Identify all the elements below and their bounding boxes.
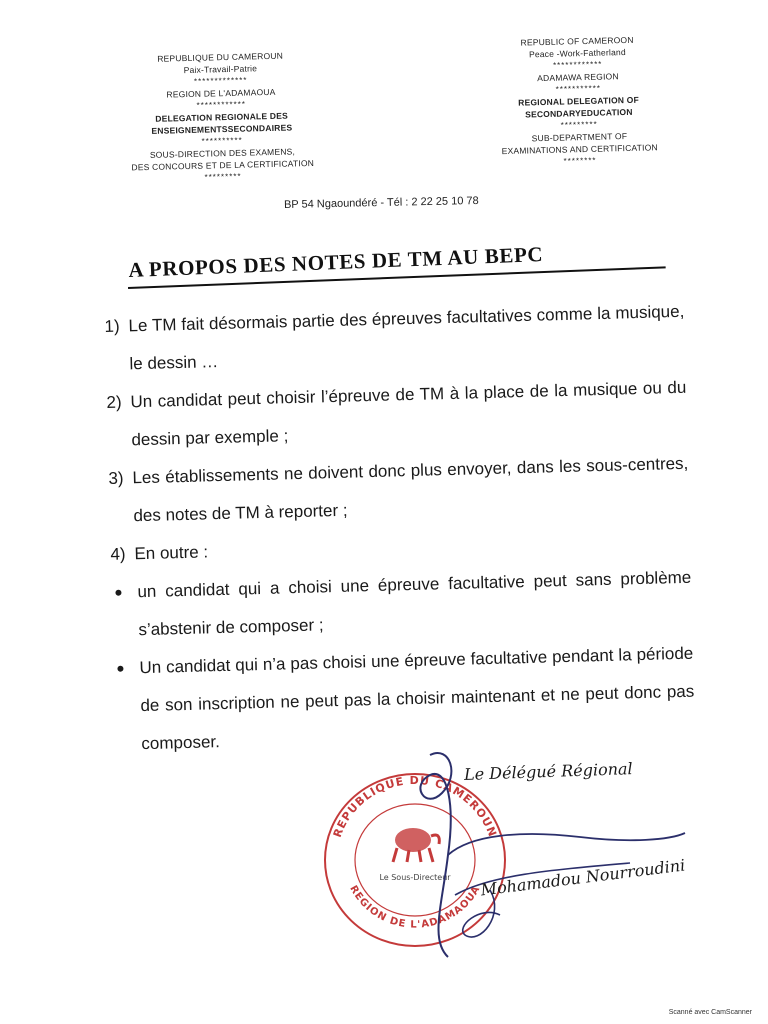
header-left-stars: ********** bbox=[201, 135, 243, 146]
header-right-stars: ********* bbox=[560, 119, 598, 130]
header-left-stars: ************ bbox=[196, 99, 247, 110]
item-number: 1) bbox=[104, 316, 120, 336]
header-right-stars: ******** bbox=[563, 155, 597, 166]
header-left-subdirection: DES CONCOURS ET DE LA CERTIFICATION bbox=[131, 157, 315, 173]
stamp-bottom-text: REGION DE L'ADAMAOUA bbox=[347, 883, 483, 931]
header-right-stars: *********** bbox=[555, 83, 602, 94]
stamp-top-text: REPUBLIQUE DU CAMEROUN bbox=[330, 773, 500, 840]
item-text: Un candidat peut choisir l’épreuve de TM à la place de la musique ou du dessin par exemple ; bbox=[130, 377, 687, 450]
bullet-dot-icon bbox=[115, 590, 121, 596]
item-text: Les établissements ne doivent donc plus envoyer, dans les sous-centres, des notes de TM à reporter ; bbox=[132, 453, 689, 526]
bullet-dot-icon bbox=[117, 666, 123, 672]
header-left-motto: Paix-Travail-Patrie bbox=[183, 63, 258, 76]
header-left-subdirection: SOUS-DIRECTION DES EXAMENS, bbox=[149, 146, 296, 160]
item-text: Le TM fait désormais partie des épreuves facultatives comme la musique, le dessin … bbox=[128, 301, 685, 374]
header-right-subdepartment: EXAMINATIONS AND CERTIFICATION bbox=[501, 142, 658, 157]
header-right-stars: ************ bbox=[552, 59, 603, 70]
header-right-subdepartment: SUB-DEPARTMENT OF bbox=[531, 130, 628, 144]
bullet-text: un candidat qui a choisi une épreuve facultative peut sans problème s’abstenir de composer ; bbox=[137, 567, 692, 640]
header-left-block bbox=[105, 48, 338, 186]
header-left-region: REGION DE L'ADAMAOUA bbox=[166, 86, 276, 100]
header-right-country: REPUBLIC OF CAMEROON bbox=[520, 34, 634, 48]
stamp-center-text: Le Sous-Directeur bbox=[379, 873, 451, 882]
signatory-name: Mohamadou Nourroudini bbox=[479, 855, 687, 900]
item-text: En outre : bbox=[134, 542, 209, 564]
document-body bbox=[104, 293, 696, 764]
scanner-watermark: Scanné avec CamScanner bbox=[668, 1009, 752, 1016]
signatory-title: Le Délégué Régional bbox=[463, 759, 633, 784]
address-line: BP 54 Ngaoundéré - Tél : 2 22 25 10 78 bbox=[283, 194, 479, 212]
header-left-stars: ************* bbox=[193, 75, 248, 86]
header-right-region: ADAMAWA REGION bbox=[537, 71, 619, 84]
item-number: 3) bbox=[108, 468, 124, 488]
header-right-block bbox=[462, 32, 695, 170]
document-title: A PROPOS DES NOTES DE TM AU BEPC bbox=[128, 242, 544, 282]
header-left-stars: ********* bbox=[204, 171, 242, 182]
header-left-delegation: DELEGATION REGIONALE DES bbox=[155, 110, 288, 124]
header-right-motto: Peace -Work-Fatherland bbox=[528, 47, 626, 60]
header-right-delegation: REGIONAL DELEGATION OF bbox=[518, 94, 640, 108]
item-number: 2) bbox=[106, 392, 122, 412]
item-number: 4) bbox=[110, 544, 126, 564]
header-left-delegation: ENSEIGNEMENTSSECONDAIRES bbox=[151, 122, 293, 136]
bullet-text: Un candidat qui n’a pas choisi une épreuve facultative pendant la période de son inscription ne peut pas la choisir maintenant et ne peut donc pas composer. bbox=[139, 643, 695, 754]
header-left-country: REPUBLIQUE DU CAMEROUN bbox=[157, 50, 284, 64]
header-right-delegation: SECONDARYEDUCATION bbox=[525, 106, 633, 120]
